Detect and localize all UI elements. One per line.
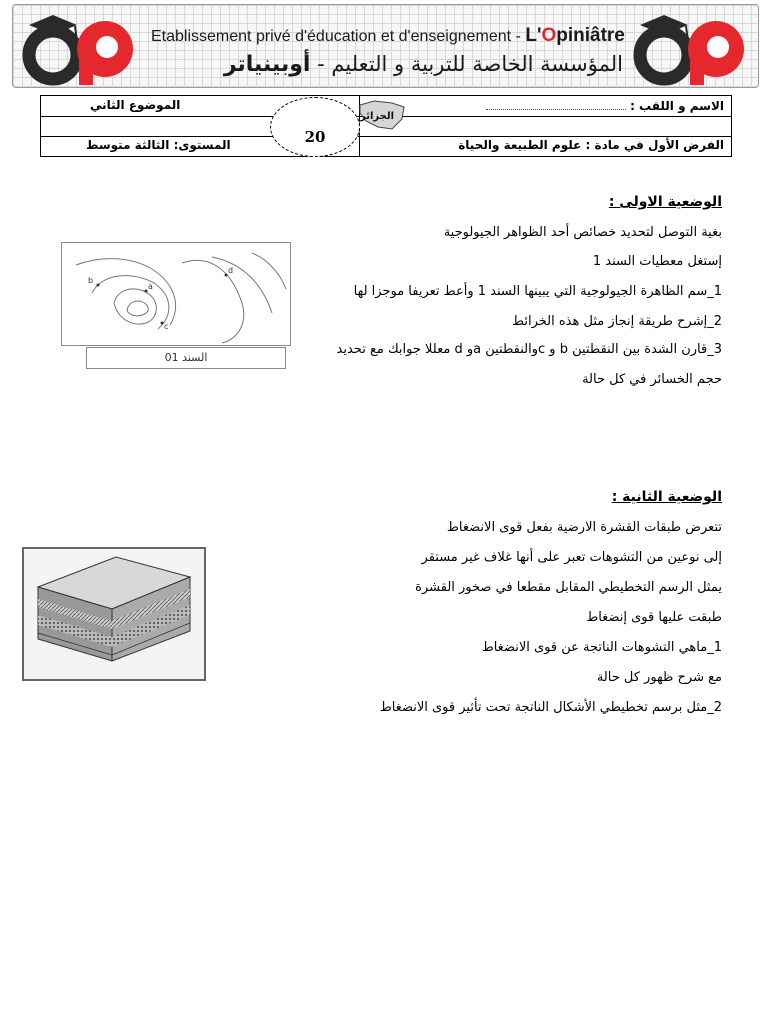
situation2-title: الوضعية الثانية : bbox=[611, 489, 722, 505]
question2-1: 1_ماهي التشوهات الناتجة عن قوى الانضغاط bbox=[481, 640, 722, 655]
question1-3: 3_قارن الشدة بين النقطتين b و cوالنقطتين aو d معللا جوابك مع تحديد bbox=[336, 342, 722, 357]
header-banner bbox=[12, 4, 759, 88]
subject-number-label: الموضوع الثاني bbox=[90, 98, 181, 112]
rock-layers-block-figure bbox=[22, 547, 206, 681]
situation2-line-1: تتعرض طبقات القشرة الارضية بفعل قوى الانضغاط bbox=[446, 520, 722, 535]
question1-3-cont: حجم الخسائر في كل حالة bbox=[582, 372, 722, 387]
student-name-field bbox=[486, 99, 626, 110]
grade-total: 20 bbox=[304, 128, 326, 146]
situation2-line-2: إلى نوعين من التشوهات تعبر على أنها غلاف غير مستقر bbox=[421, 550, 722, 565]
figure1-caption: السند 01 bbox=[86, 347, 286, 369]
grade-oval bbox=[270, 97, 360, 157]
student-name-label: الاسم و اللقب : bbox=[486, 99, 724, 113]
brand-name-fr: L'Opiniâtre bbox=[525, 25, 625, 46]
point-c-label: c bbox=[164, 322, 169, 331]
situation1-line-1: بغية التوصل لتحديد خصائص أحد الظواهر الجيولوجية bbox=[443, 225, 722, 240]
question2-1-cont: مع شرح ظهور كل حالة bbox=[596, 670, 722, 685]
school-logo-left bbox=[19, 9, 141, 87]
algeria-map-icon bbox=[352, 97, 412, 133]
stamp-text: الجزائر bbox=[360, 111, 395, 122]
isoseismal-map-figure bbox=[61, 242, 291, 346]
situation1-title: الوضعية الاولى : bbox=[608, 194, 722, 210]
question1-1: 1_سم الظاهرة الجيولوجية التي يبينها السند 1 وأعط تعريفا موجزا لها bbox=[353, 284, 722, 299]
question2-2: 2_مثل برسم تخطيطي الأشكال الناتجة تحت تأثير قوى الانضغاط bbox=[379, 700, 722, 715]
school-logo-right bbox=[630, 9, 752, 87]
situation2-line-3: يمثل الرسم التخطيطي المقابل مقطعا في صخور القشرة bbox=[415, 580, 722, 595]
point-a-label: a bbox=[148, 282, 153, 291]
level-label: المستوى: الثالثة متوسط bbox=[86, 138, 231, 152]
header-french-line: Etablissement privé d'éducation et d'enseignement - L'Opiniâtre bbox=[151, 25, 625, 46]
situation1-line-2: إستغل معطيات السند 1 bbox=[592, 254, 722, 269]
header-arabic-line: المؤسسة الخاصة للتربية و التعليم - أوبينياتر bbox=[223, 52, 623, 77]
exam-subject-label: الفرض الأول في مادة : علوم الطبيعة والحياة bbox=[458, 138, 724, 152]
brand-name-ar: أوبينياتر bbox=[223, 52, 311, 77]
question1-2: 2_إشرح طريقة إنجاز مثل هذه الخرائط bbox=[512, 314, 722, 329]
situation2-line-4: طبقت عليها قوى إنضغاط bbox=[586, 610, 722, 625]
point-d-label: d bbox=[228, 266, 234, 275]
point-b-label: b bbox=[88, 276, 94, 285]
